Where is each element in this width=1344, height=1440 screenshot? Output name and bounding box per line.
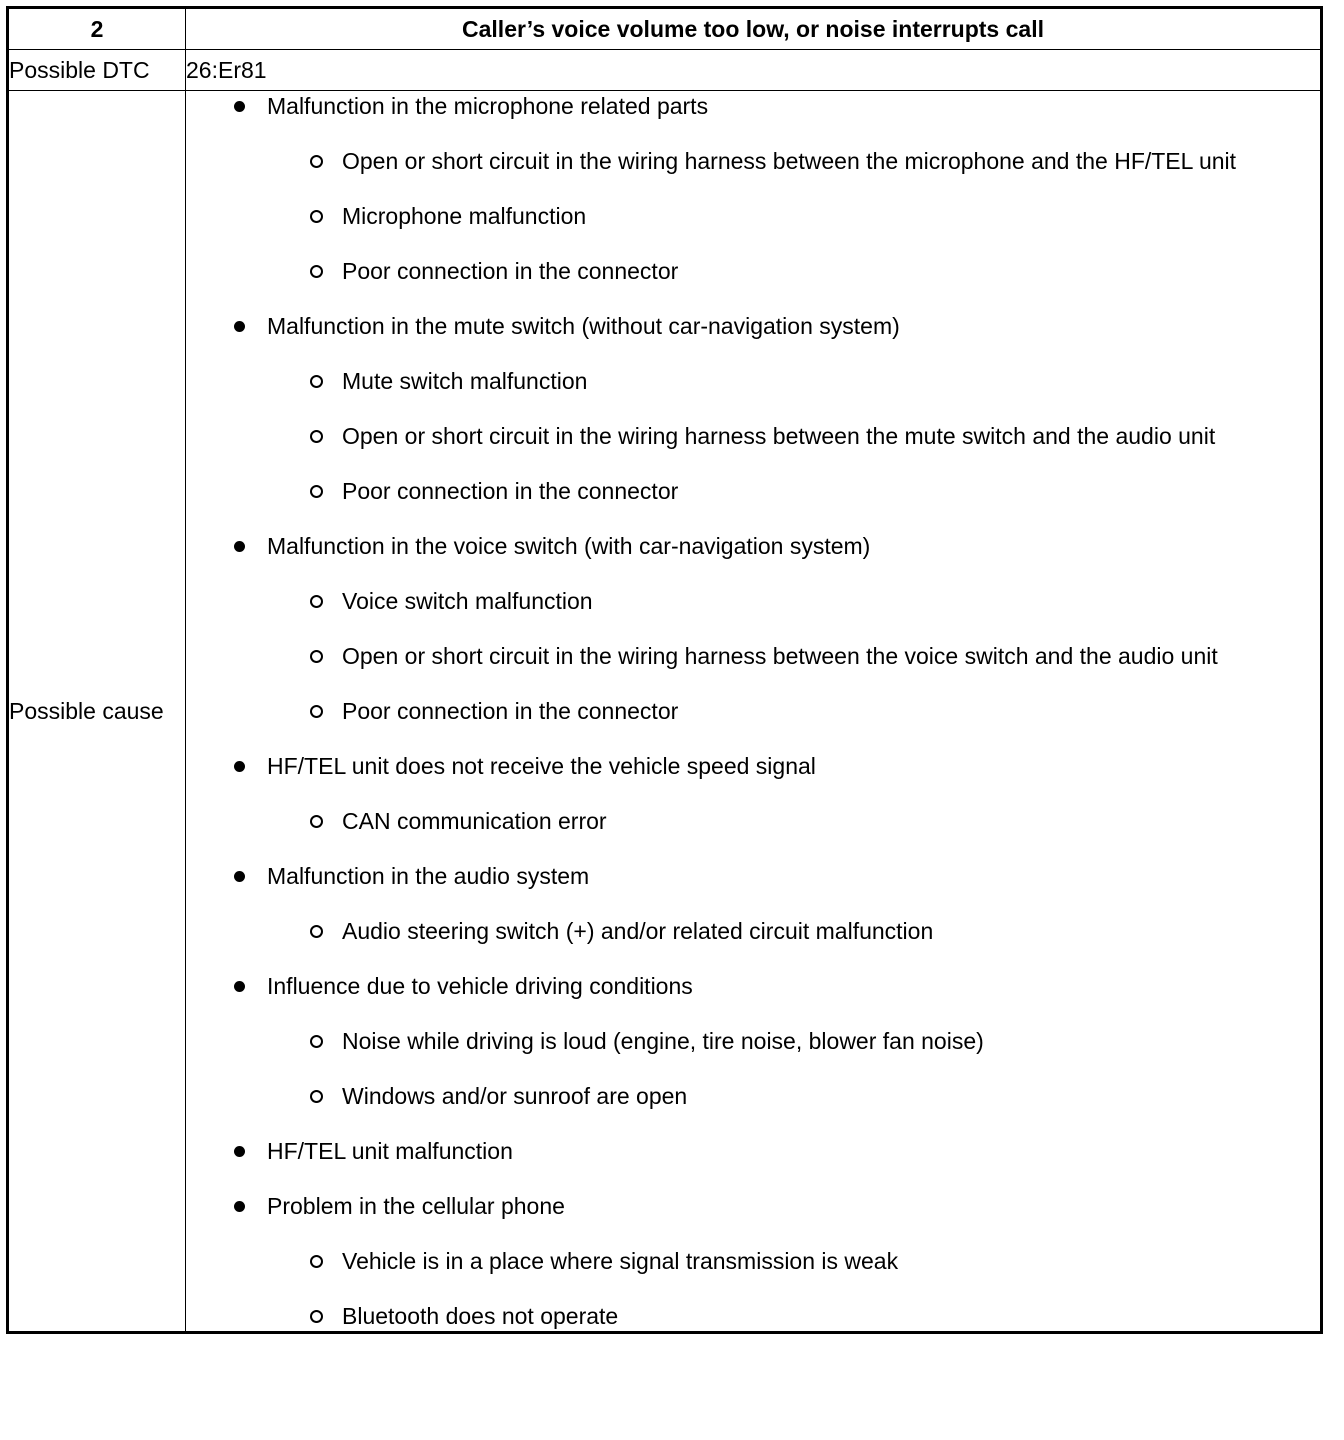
cause-primary-text: Malfunction in the mute switch (without car-navigation system) [267, 313, 900, 339]
hollow-bullet-icon [310, 430, 323, 443]
cause-sub [186, 1081, 1320, 1111]
cause-sub [186, 421, 1320, 451]
cause-sub-text: Poor connection in the connector [342, 478, 679, 504]
cause-item [186, 531, 1320, 726]
cause-sub [186, 1246, 1320, 1276]
hollow-bullet-icon [310, 1090, 323, 1103]
hollow-bullet-icon [310, 925, 323, 938]
cause-sub-text: Poor connection in the connector [342, 698, 679, 724]
cause-primary [186, 311, 1320, 341]
hollow-bullet-icon [310, 1255, 323, 1268]
cause-item [186, 971, 1320, 1111]
cause-label: Possible cause [8, 91, 186, 1333]
cause-item [186, 1191, 1320, 1331]
cause-primary [186, 861, 1320, 891]
cause-item [186, 91, 1320, 286]
diagnostic-table [6, 6, 1323, 1334]
filled-bullet-icon [234, 871, 245, 882]
cause-item [186, 311, 1320, 506]
hollow-bullet-icon [310, 155, 323, 168]
cause-sub-text: Windows and/or sunroof are open [342, 1083, 688, 1109]
filled-bullet-icon [234, 321, 245, 332]
cause-sub [186, 696, 1320, 726]
cause-sub [186, 366, 1320, 396]
cause-sub-text: Microphone malfunction [342, 203, 587, 229]
hollow-bullet-icon [310, 1310, 323, 1323]
cause-primary-text: HF/TEL unit does not receive the vehicle speed signal [267, 753, 816, 779]
symptom-title: Caller’s voice volume too low, or noise interrupts call [186, 8, 1322, 50]
cause-sub-text: Voice switch malfunction [342, 588, 593, 614]
dtc-label: Possible DTC [8, 50, 186, 91]
hollow-bullet-icon [310, 375, 323, 388]
filled-bullet-icon [234, 541, 245, 552]
cause-primary [186, 1136, 1320, 1166]
filled-bullet-icon [234, 1146, 245, 1157]
cause-primary-text: HF/TEL unit malfunction [267, 1138, 513, 1164]
cause-sub [186, 201, 1320, 231]
cause-sub [186, 1026, 1320, 1056]
cause-primary [186, 91, 1320, 121]
hollow-bullet-icon [310, 485, 323, 498]
cause-list [186, 91, 1322, 1333]
cause-sub-text: Noise while driving is loud (engine, tire noise, blower fan noise) [342, 1028, 984, 1054]
cause-sub-text: Poor connection in the connector [342, 258, 679, 284]
cause-sub-text: Vehicle is in a place where signal transmission is weak [342, 1248, 899, 1274]
cause-sub [186, 476, 1320, 506]
cause-primary-text: Malfunction in the voice switch (with car-navigation system) [267, 533, 871, 559]
dtc-value: 26:Er81 [186, 50, 1322, 91]
hollow-bullet-icon [310, 1035, 323, 1048]
cause-primary [186, 751, 1320, 781]
filled-bullet-icon [234, 761, 245, 772]
filled-bullet-icon [234, 1201, 245, 1212]
cause-primary [186, 971, 1320, 1001]
cause-item [186, 861, 1320, 946]
cause-sub [186, 146, 1320, 176]
cause-sub-text: Audio steering switch (+) and/or related circuit malfunction [342, 918, 934, 944]
cause-primary-text: Problem in the cellular phone [267, 1193, 565, 1219]
cause-sub [186, 916, 1320, 946]
hollow-bullet-icon [310, 705, 323, 718]
cause-sub-text: Open or short circuit in the wiring harness between the microphone and the HF/TEL unit [342, 148, 1237, 174]
symptom-number: 2 [8, 8, 186, 50]
cause-item [186, 1136, 1320, 1166]
hollow-bullet-icon [310, 650, 323, 663]
cause-item [186, 751, 1320, 836]
hollow-bullet-icon [310, 815, 323, 828]
cause-sub-text: Open or short circuit in the wiring harness between the voice switch and the audio unit [342, 643, 1218, 669]
cause-primary [186, 531, 1320, 561]
hollow-bullet-icon [310, 595, 323, 608]
cause-sub-text: Mute switch malfunction [342, 368, 588, 394]
cause-sub [186, 1301, 1320, 1331]
cause-sub-text: CAN communication error [342, 808, 607, 834]
cause-sub-text: Bluetooth does not operate [342, 1303, 619, 1329]
filled-bullet-icon [234, 981, 245, 992]
cause-primary [186, 1191, 1320, 1221]
hollow-bullet-icon [310, 265, 323, 278]
cause-sub [186, 806, 1320, 836]
cause-row [8, 91, 1322, 1333]
dtc-row [8, 50, 1322, 91]
cause-sub [186, 256, 1320, 286]
cause-primary-text: Malfunction in the microphone related parts [267, 93, 709, 119]
cause-sub-text: Open or short circuit in the wiring harness between the mute switch and the audio unit [342, 423, 1216, 449]
cause-primary-text: Influence due to vehicle driving conditions [267, 973, 693, 999]
filled-bullet-icon [234, 101, 245, 112]
hollow-bullet-icon [310, 210, 323, 223]
cause-primary-text: Malfunction in the audio system [267, 863, 590, 889]
cause-sub [186, 641, 1320, 671]
header-row [8, 8, 1322, 50]
cause-sub [186, 586, 1320, 616]
